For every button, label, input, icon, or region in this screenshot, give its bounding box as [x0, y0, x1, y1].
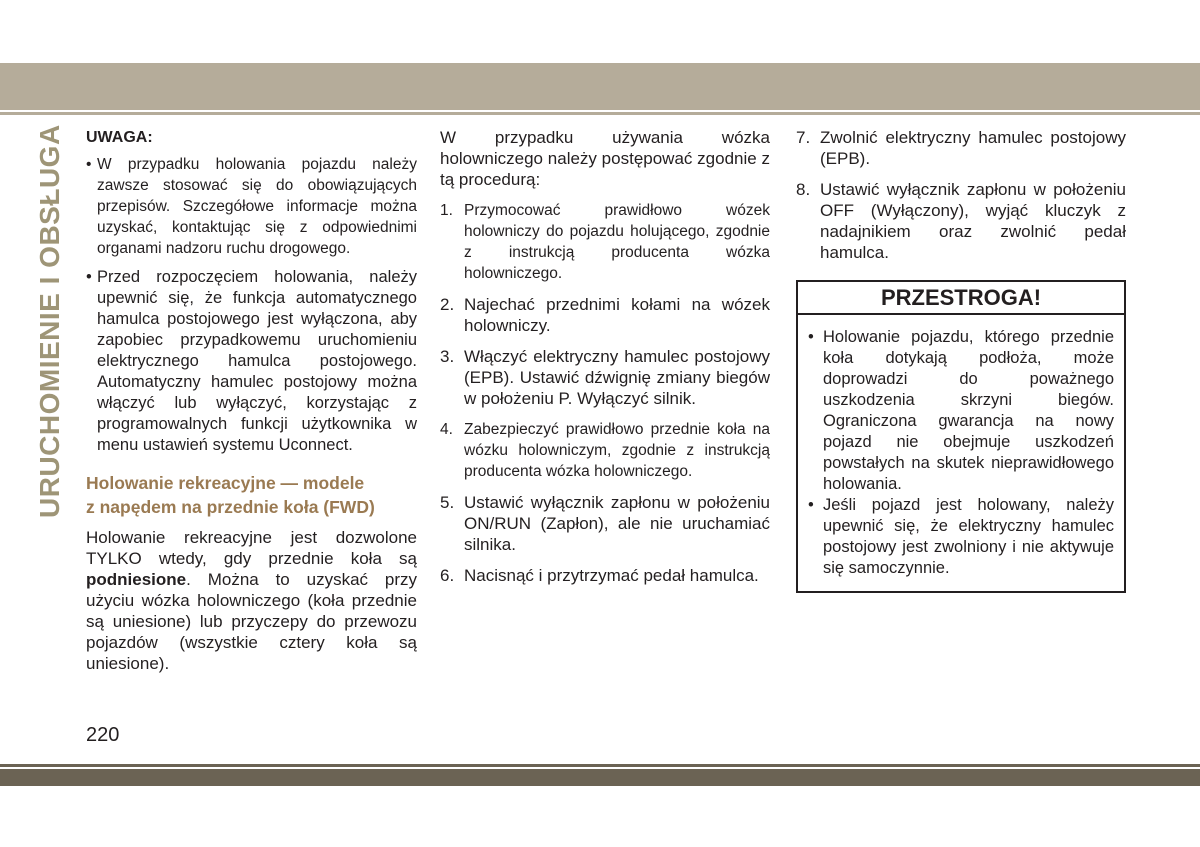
column-right [796, 127, 1126, 593]
caution-bullet: • Jeśli pojazd jest holowany, należy upewnić się, że elektryczny hamulec postojowy jest zwolniony i nie aktywuje się samoczynnie. [808, 495, 1114, 579]
procedure-step [440, 565, 770, 586]
step-number: 7. [796, 128, 811, 147]
procedure-intro: W przypadku używania wózka holowniczego należy postępować zgodnie z tą procedurą: [440, 128, 770, 189]
step-text: Nacisnąć i przytrzymać pedał hamulca. [464, 566, 759, 585]
column-left [86, 127, 417, 674]
note-heading: UWAGA: [86, 129, 153, 146]
procedure-step [440, 419, 770, 482]
procedure-step [440, 492, 770, 555]
caution-body [798, 315, 1124, 591]
section-heading-line: Holowanie rekreacyjne — modele [86, 473, 365, 493]
caution-bullet: • Holowanie pojazdu, którego przednie koła dotykają podłoża, może doprowadzi do poważnego uszkodzenia skrzyni biegów. Ograniczona gwarancja na nowy pojazd nie obejmuje uszkodzeń powstałych na skutek nieprawidłowego holowania. [808, 327, 1114, 495]
body-paragraph [86, 527, 417, 674]
footer-band [0, 769, 1200, 786]
step-number: 4. [440, 421, 453, 438]
procedure-step [796, 179, 1126, 263]
paragraph-text: . Można to uzyskać przy użyciu wózka holowniczego (koła przednie są uniesione) lub przyczepy do przewozu pojazdów (wszystkie cztery koła są uniesione). [86, 570, 417, 673]
caution-title: PRZESTROGA! [798, 282, 1124, 315]
procedure-step [796, 127, 1126, 169]
step-text: Zwolnić elektryczny hamulec postojowy (EPB). [820, 128, 1126, 168]
step-number: 1. [440, 202, 453, 219]
step-number: 5. [440, 493, 455, 512]
procedure-step [440, 294, 770, 336]
header-rule [0, 112, 1200, 115]
step-number: 8. [796, 180, 811, 199]
step-text: Ustawić wyłącznik zapłonu w położeniu ON/RUN (Zapłon), ale nie uruchamiać silnika. [464, 493, 770, 554]
note-bullet: • Przed rozpoczęciem holowania, należy upewnić się, że funkcja automatycznego hamulca postojowego jest wyłączona, aby zapobiec przypadkowemu uruchomieniu elektrycznego hamulca postojowego. Automatyczny hamulec postojowy można włączyć lub wyłączyć, korzystając z programowalnych funkcji użytkownika w menu ustawień systemu Uconnect. [86, 267, 417, 456]
column-middle [440, 127, 770, 596]
page-number: 220 [86, 724, 120, 746]
footer-rule [0, 764, 1200, 767]
paragraph-emphasis: podniesione [86, 570, 187, 589]
procedure-steps-continued [796, 127, 1126, 263]
header-band [0, 63, 1200, 110]
caution-box [796, 280, 1126, 593]
chapter-side-title: URUCHOMIENIE I OBSŁUGA [34, 124, 65, 518]
procedure-step [440, 200, 770, 284]
paragraph-text: Holowanie rekreacyjne jest dozwolone TYLKO wtedy, gdy przednie koła są [86, 528, 417, 568]
section-heading-line: z napędem na przednie koła (FWD) [86, 497, 375, 517]
step-number: 3. [440, 347, 455, 366]
procedure-steps [440, 200, 770, 586]
step-text: Przymocować prawidłowo wózek holowniczy do pojazdu holującego, zgodnie z instrukcją producenta wózka holowniczego. [464, 202, 770, 282]
step-text: Najechać przednimi kołami na wózek holowniczy. [464, 295, 770, 335]
step-text: Zabezpieczyć prawidłowo przednie koła na wózku holowniczym, zgodnie z instrukcją producenta wózka holowniczego. [464, 421, 770, 480]
step-number: 2. [440, 295, 455, 314]
note-bullet: • W przypadku holowania pojazdu należy zawsze stosować się do obowiązujących przepisów. Szczegółowe informacje można uzyskać, kontaktując się z odpowiednimi organami nadzoru ruchu drogowego. [86, 154, 417, 259]
step-number: 6. [440, 566, 455, 585]
step-text: Ustawić wyłącznik zapłonu w położeniu OFF (Wyłączony), wyjąć kluczyk z nadajnikiem oraz zwolnić pedał hamulca. [820, 180, 1126, 262]
procedure-step [440, 346, 770, 409]
step-text: Włączyć elektryczny hamulec postojowy (EPB). Ustawić dźwignię zmiany biegów w położeniu P. Wyłączyć silnik. [464, 347, 770, 408]
section-heading [86, 471, 417, 519]
